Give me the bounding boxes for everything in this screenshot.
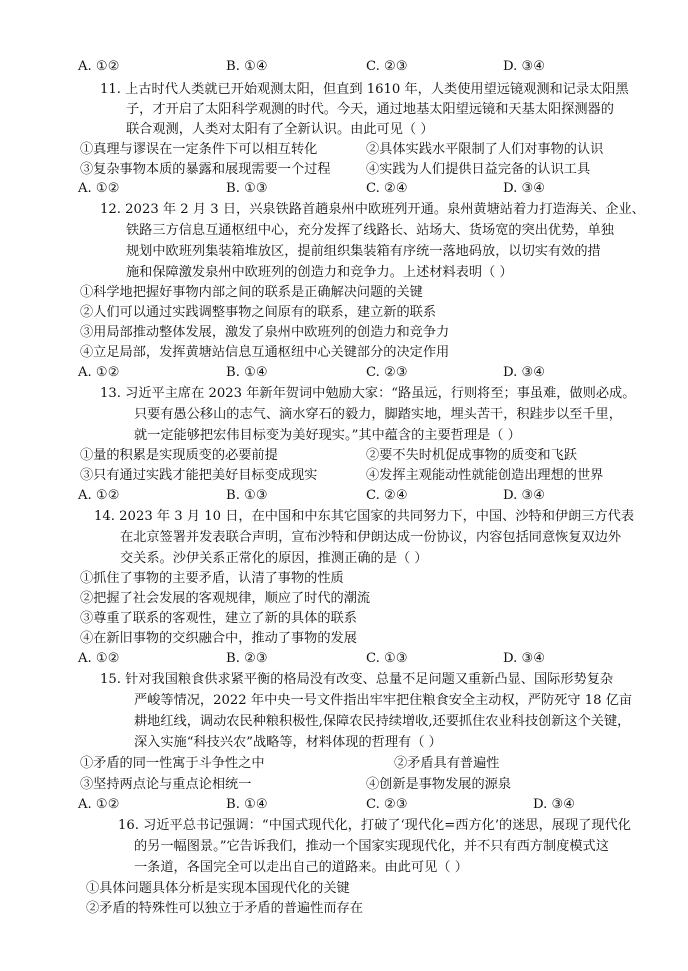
q13-statements-row-1 (80, 446, 640, 466)
q16-stem-line-2: 的另一幅图景。”它告诉我们，推动一个国家实现现代化，并不只有西方制度模式这 (134, 839, 609, 854)
q12-stem-line-1: 12. 2023 年 2 月 3 日，兴泉铁路首趟泉州中欧班列开通。泉州黄塘站着力打造海关、企业、 (100, 202, 645, 217)
q14-options (78, 649, 638, 669)
q12-stem-line-4: 施和保障激发泉州中欧班列的创造力和竞争力。上述材料表明（ ） (126, 265, 513, 280)
q15-stem-line-3: 耕地红线，调动农民种粮积极性,保障农民持续增收,还要抓住农业科技创新这个关键， (134, 714, 631, 729)
option-c[interactable]: C. ②③ (366, 59, 408, 74)
q15-statement-3: ③坚持两点论与重点论相统一 (80, 777, 252, 792)
option-c[interactable]: C. ②④ (366, 181, 408, 196)
q12-statement-1: ①科学地把握好事物内部之间的联系是正确解决问题的关键 (80, 285, 423, 300)
q16-stem-line-3: 一条道，各国完全可以走出自己的道路来。由此可见（ ） (134, 860, 468, 875)
q15-statement-2: ②矛盾具有普遍性 (394, 756, 500, 771)
option-a[interactable]: A. ①② (78, 488, 120, 503)
q15-statements-row-2 (80, 775, 640, 795)
option-b[interactable]: B. ①③ (226, 488, 268, 503)
q15-options (78, 795, 638, 815)
option-d[interactable]: D. ③④ (503, 365, 546, 380)
option-a[interactable]: A. ①② (78, 59, 120, 74)
q11-statements-row-1 (80, 140, 640, 160)
option-b[interactable]: B. ①④ (226, 365, 268, 380)
q12-statement-3: ③用局部推动整体发展，激发了泉州中欧班列的创造力和竞争力 (80, 325, 450, 340)
option-a[interactable]: A. ①② (78, 651, 120, 666)
option-d[interactable]: D. ③④ (503, 181, 546, 196)
q16-statement-1: ①具体问题具体分析是实现本国现代化的关键 (86, 881, 350, 896)
q15-statement-1: ①矛盾的同一性寓于斗争性之中 (80, 756, 265, 771)
q15-stem-line-2: 严峻等情况，2022 年中央一号文件指出牢牢把住粮食安全主动权，严防死守 18 亿亩 (134, 693, 633, 708)
option-c[interactable]: C. ①③ (366, 651, 408, 666)
option-b[interactable]: B. ①④ (226, 797, 268, 812)
q15-stem-line-1: 15. 针对我国粮食供求紧平衡的格局没有改变、总量不足问题又重新凸显、国际形势复杂 (100, 672, 614, 687)
q16-statement-2: ②矛盾的特殊性可以独立于矛盾的普遍性而存在 (86, 901, 363, 916)
q13-options (78, 486, 638, 506)
option-b[interactable]: B. ①④ (226, 59, 268, 74)
q13-statement-4: ④发挥主观能动性就能创造出理想的世界 (366, 468, 604, 483)
q14-statement-3: ③尊重了联系的客观性，建立了新的具体的联系 (80, 611, 357, 626)
q11-statement-1: ①真理与谬误在一定条件下可以相互转化 (80, 142, 318, 157)
q14-stem-line-2: 在北京签署并发表联合声明，宣布沙特和伊朗达成一份协议，内容包括同意恢复双边外 (120, 530, 622, 545)
q13-statement-3: ③只有通过实践才能把美好目标变成现实 (80, 468, 318, 483)
option-c[interactable]: C. ②④ (366, 488, 408, 503)
q12-statement-2: ②人们可以通过实践调整事物之间原有的联系，建立新的联系 (80, 305, 437, 320)
q15-stem-line-4: 深入实施“科技兴农”战略等，材料体现的哲理有（ ） (134, 735, 442, 750)
q12-options (78, 363, 638, 383)
option-a[interactable]: A. ①② (78, 181, 120, 196)
q14-stem-line-1: 14. 2023 年 3 月 10 日，在中国和中东其它国家的共同努力下，中国、沙特和伊朗三方代表 (94, 509, 635, 524)
option-d[interactable]: D. ③④ (503, 488, 546, 503)
q10-options (78, 57, 638, 77)
option-a[interactable]: A. ①② (78, 365, 120, 380)
q14-stem-line-3: 交关系。沙伊关系正常化的原因，推测正确的是（ ） (120, 551, 428, 566)
q15-statement-4: ④创新是事物发展的源泉 (366, 777, 512, 792)
option-a[interactable]: A. ①② (78, 797, 120, 812)
q11-options (78, 179, 638, 199)
option-d[interactable]: D. ③④ (503, 59, 546, 74)
option-d[interactable]: D. ③④ (533, 797, 576, 812)
q11-statement-2: ②具体实践水平限制了人们对事物的认识 (366, 142, 604, 157)
q13-statement-2: ②要不失时机促成事物的质变和飞跃 (366, 448, 577, 463)
q11-statements-row-2 (80, 160, 640, 180)
q14-statement-1: ①抓住了事物的主要矛盾，认清了事物的性质 (80, 571, 344, 586)
q12-statement-4: ④立足局部，发挥黄塘站信息互通枢纽中心关键部分的决定作用 (80, 345, 450, 360)
q13-statements-row-2 (80, 466, 640, 486)
q13-stem-line-2: 只要有愚公移山的志气、滴水穿石的毅力，脚踏实地，埋头苦干，积跬步以至千里， (134, 407, 622, 422)
q14-statement-2: ②把握了社会发展的客观规律，顺应了时代的潮流 (80, 591, 371, 606)
option-c[interactable]: C. ②③ (366, 365, 408, 380)
option-b[interactable]: B. ②③ (226, 651, 268, 666)
option-d[interactable]: D. ③④ (503, 651, 546, 666)
q11-stem-line-1: 11. 上古时代人类就已开始观测太阳，但直到 1610 年，人类使用望远镜观测和记录太阳黑 (100, 82, 629, 97)
q15-statements-row-1 (80, 754, 640, 774)
q11-statement-4: ④实践为人们提供日益完备的认识工具 (366, 162, 591, 177)
q14-statement-4: ④在新旧事物的交织融合中，推动了事物的发展 (80, 631, 357, 646)
q11-stem-line-3: 联合观测，人类对太阳有了全新认识。由此可见（ ） (126, 122, 434, 137)
q11-stem-line-2: 子，才开启了太阳科学观测的时代。今天，通过地基太阳望远镜和天基太阳探测器的 (126, 102, 614, 117)
q12-stem-line-3: 规划中欧班列集装箱堆放区，提前组织集装箱有序统一落地码放，以切实有效的措 (126, 244, 601, 259)
option-b[interactable]: B. ①③ (226, 181, 268, 196)
q13-stem-line-1: 13. 习近平主席在 2023 年新年贺词中勉励大家：“路虽远，行则将至；事虽难，做则必成。 (100, 386, 636, 401)
q11-statement-3: ③复杂事物本质的暴露和展现需要一个过程 (80, 162, 331, 177)
q12-stem-line-2: 铁路三方信息互通枢纽中心，充分发挥了线路长、站场大、货场宽的突出优势，单独 (126, 223, 614, 238)
q13-statement-1: ①量的积累是实现质变的必要前提 (80, 448, 278, 463)
q16-stem-line-1: 16. 习近平总书记强调：“中国式现代化，打破了‘现代化=西方化’的迷思，展现了现代化 (118, 818, 631, 833)
option-c[interactable]: C. ②③ (366, 797, 408, 812)
q13-stem-line-3: 就一定能够把宏伟目标变为美好现实。”其中蕴含的主要哲理是（ ） (134, 428, 521, 443)
